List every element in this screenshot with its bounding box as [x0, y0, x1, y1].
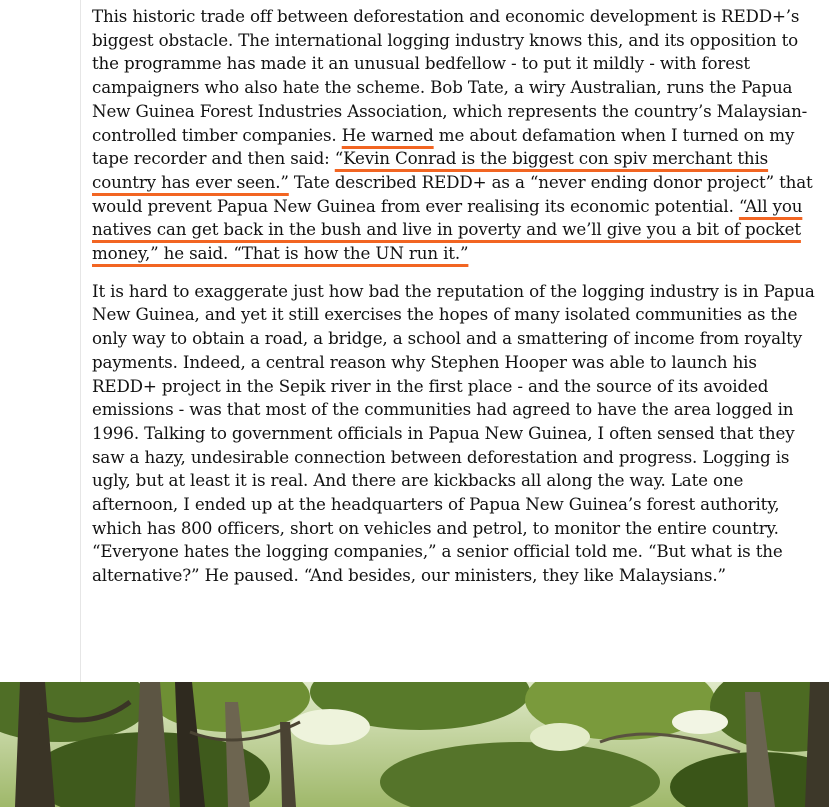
paragraph-2: It is hard to exaggerate just how bad the reputation of the logging industry is in Papua New Guinea, and yet it still exercises the hopes of many isolated communities as the only way to obtain a road, a bridge, a school and a smattering of income from royalty payments. Indeed, a central reason why Stephen Hooper was able to launch his REDD+ project in the Sepik river in the first place - and the source of its avoided emissions - was that most of the communities had agreed to have the area logged in 1996. Talking to government officials in Papua New Guinea, I often sensed that they saw a hazy, undesirable connection between deforestation and progress. Logging is ugly, but at least it is real. And there are kickbacks all along the way. Late one afternoon, I ended up at the headquarters of Papua New Guinea’s forest authority, which has 800 officers, short on vehicles and petrol, to monitor the entire country. “Everyone hates the logging companies,” a senior official told me. “But what is the alternative?” He paused. “And besides, our ministers, they like Malaysians.”: [92, 280, 815, 586]
highlight-he-warned[interactable]: He warned: [341, 124, 434, 145]
paragraph-1-text-c: Tate described REDD+ as a “never ending donor project” that would prevent Papua New Guinea from ever realising its economic potential.: [92, 171, 813, 216]
article-left-rule: [80, 0, 81, 682]
article-body: [92, 5, 817, 602]
highlight-kevin-conrad-quote[interactable]: “Kevin Conrad is the biggest con spiv merchant this country has ever seen.”: [92, 148, 769, 192]
paragraph-1-text-a: This historic trade off between deforestation and economic development is REDD+’s biggest obstacle. The international logging industry knows this, and its opposition to the programme has made it an unusual bedfellow - to put it mildly - with forest campaigners who also hate the scheme. Bob Tate, a wiry Australian, runs the Papua New Guinea Forest Industries Association, which represents the country’s Malaysian-controlled timber companies.: [92, 6, 808, 145]
paragraph-1-text-b: me about defamation when I turned on my tape recorder and then said:: [92, 124, 795, 169]
rainforest-canopy-photo: [0, 682, 829, 807]
highlight-natives-quote[interactable]: “All you natives can get back in the bush and live in poverty and we’ll give you a bit of pocket money,” he said. “That is how the UN run it.”: [92, 195, 803, 264]
paragraph-1: [92, 5, 817, 266]
